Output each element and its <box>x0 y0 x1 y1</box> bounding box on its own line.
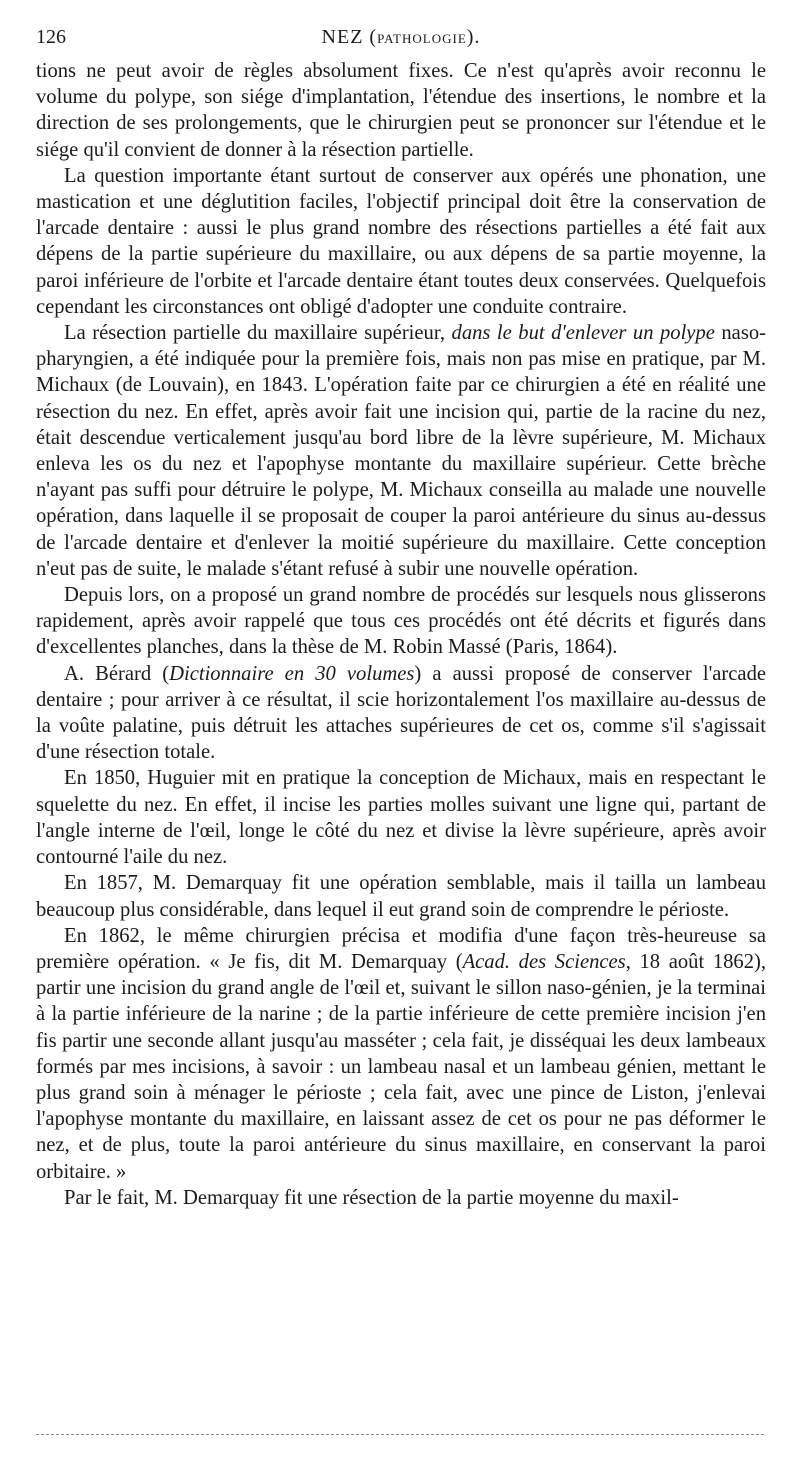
text-run: naso-pharyngien, a été indiquée pour la première fois, mais non pas mise en pratique, par M. Michaux (de Louvain), en 1843. L'opération faite par ce chirurgien a été en réalité une résection du nez. En effet, après avoir fait une incision qui, partie de la racine du nez, était descendue verticalement jusqu'au bord libre de la lèvre supérieure, M. Michaux enleva les os du nez et l'apophyse montante du maxillaire supérieur. Cette brèche n'ayant pas suffi pour détruire le polype, M. Michaux conseilla au malade une nouvelle opération, dans laquelle il se proposait de couper la paroi antérieure du sinus au-dessus de l'arcade dentaire et d'enlever la moitié supérieure du maxillaire. Cette conception n'eut pas de suite, le malade s'étant refusé à subir une nouvelle opération. <box>36 322 766 580</box>
text-run: La résection partielle du maxillaire supérieur, <box>64 322 452 345</box>
text-run: La question importante étant surtout de conserver aux opérés une phonation, une mastication et une déglutition faciles, l'objectif principal doit être la conservation de l'arcade dentaire : aussi le plus grand nombre des résections partielles a été fait aux dépens de la partie supérieure du maxillaire, ou aux dépens de sa partie moyenne, la paroi inférieure de l'orbite et l'arcade dentaire étant toutes deux conservées. Quelquefois cependant les circonstances ont obligé d'adopter une conduite contraire. <box>36 164 766 318</box>
paragraph <box>36 870 766 922</box>
text-run: Par le fait, M. Demarquay fit une résection de la partie moyenne du maxil- <box>64 1186 679 1209</box>
body-text <box>36 58 766 1211</box>
italic-run: dans le but d'enlever un polype <box>451 322 715 345</box>
paragraph <box>36 582 766 661</box>
document-page <box>36 26 766 1211</box>
running-head-smallcaps: PATHOLOGIE <box>377 31 467 46</box>
text-run: , 18 août 1862), partir une incision du grand angle de l'œil et, suivant le sillon naso-génien, je la terminai à la partie inférieure de la narine ; de la partie inférieure de cette première incision j'en fis partir une seconde allant jusqu'au masséter ; cela fait, je disséquai les deux lambeaux formés par mes incisions, à savoir : un lambeau nasal et un lambeau génien, mettant le plus grand soin à ménager le périoste ; cela fait, avec une pince de Liston, j'enlevai l'apophyse montante du maxillaire, en laissant assez de cet os pour ne pas déformer le nez, et de plus, toute la paroi antérieure du sinus maxillaire, en conservant la paroi orbitaire. » <box>36 950 767 1183</box>
paragraph <box>36 765 766 870</box>
text-run: tions ne peut avoir de règles absolument fixes. Ce n'est qu'après avoir reconnu le volume du polype, son siége d'implantation, l'étendue des insertions, le nombre et la direction de ses prolongements, que le chirurgien peut se prononcer sur l'étendue et le siége qu'il convient de donner à la résection partielle. <box>36 60 766 161</box>
text-run: En 1857, M. Demarquay fit une opération semblable, mais il tailla un lambeau beaucoup plus considérable, dans lequel il eut grand soin de comprendre le périoste. <box>36 872 766 921</box>
paragraph <box>36 661 766 766</box>
running-head-end: ). <box>466 26 481 48</box>
page-number: 126 <box>36 26 66 48</box>
footer-rule <box>36 1434 764 1435</box>
italic-run: Dictionnaire en 30 volumes <box>169 662 415 685</box>
paragraph <box>36 58 766 163</box>
paragraph <box>36 320 766 582</box>
text-run: A. Bérard ( <box>64 662 170 685</box>
page-header <box>36 26 766 58</box>
text-run: En 1862, le même chirurgien précisa et modifia d'une façon très-heureuse sa première opération. « Je fis, dit M. Demarquay ( <box>36 924 766 973</box>
text-run: En 1850, Huguier mit en pratique la conception de Michaux, mais en respectant le squelette du nez. En effet, il incise les parties molles suivant une ligne qui, partant de l'angle interne de l'œil, longe le côté du nez et divise la lèvre supérieure, après avoir contourné l'aile du nez. <box>36 767 766 869</box>
paragraph <box>36 1185 766 1211</box>
paragraph <box>36 923 766 1185</box>
running-head-main: NEZ ( <box>321 26 378 48</box>
paragraph <box>36 163 766 320</box>
text-run: ) a aussi proposé de conserver l'arcade dentaire ; pour arriver à ce résultat, il scie horizontalement l'os maxillaire au-dessus de la voûte palatine, puis détruit les attaches supérieures de cet os, comme s'il s'agissait d'une résection totale. <box>36 662 767 764</box>
text-run: Depuis lors, on a proposé un grand nombre de procédés sur lesquels nous glisserons rapidement, après avoir rappelé que tous ces procédés ont été décrits et figurés dans d'excellentes planches, dans la thèse de M. Robin Massé (Paris, 1864). <box>36 584 766 659</box>
italic-run: Acad. des Sciences <box>462 950 626 973</box>
running-head <box>36 26 766 49</box>
